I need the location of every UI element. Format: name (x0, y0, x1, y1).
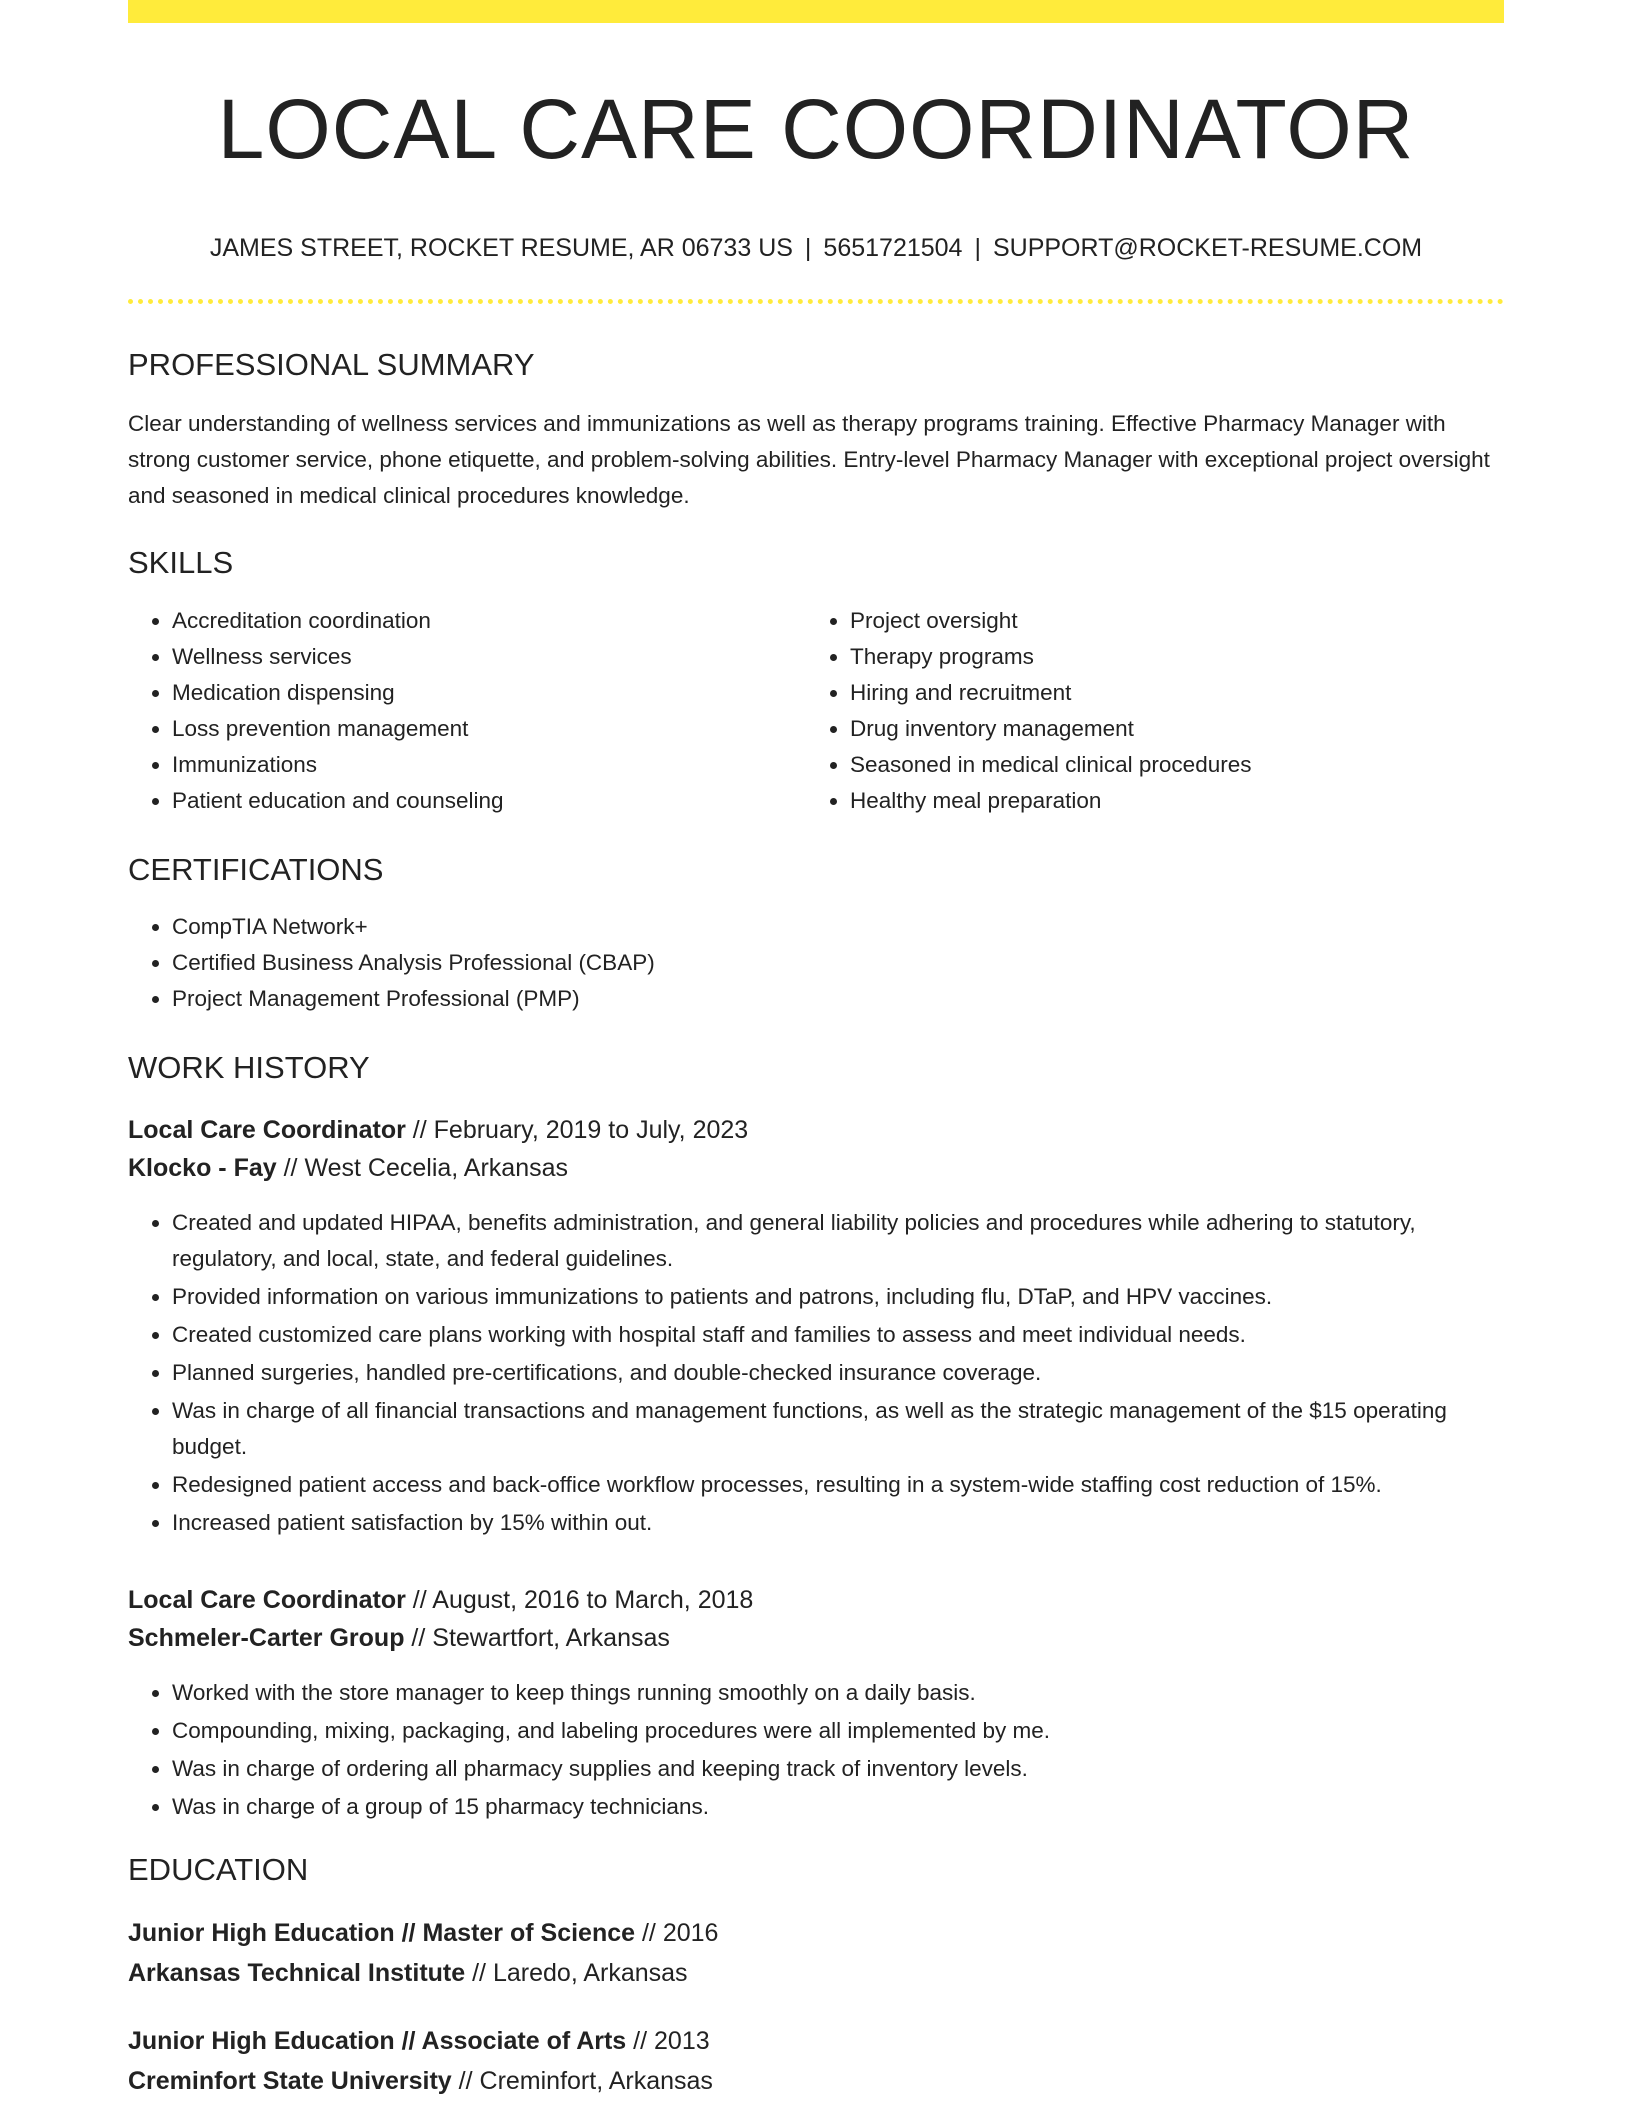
education-degree-line (128, 2021, 1504, 2061)
education-degree: Junior High Education // Associate of Arts (128, 2026, 627, 2055)
accent-top-bar (128, 0, 1504, 23)
contact-email: SUPPORT@ROCKET-RESUME.COM (992, 234, 1423, 263)
education-year: 2016 (662, 1918, 719, 1947)
education-separator: // (641, 1918, 656, 1947)
education-location: Creminfort, Arkansas (479, 2066, 713, 2095)
job-separator: // (412, 1115, 427, 1144)
skills-grid (128, 603, 1504, 819)
education-location: Laredo, Arkansas (492, 1958, 688, 1987)
job-duty: • Created customized care plans working with hospital staff and families to assess and meet individual needs. (172, 1317, 1504, 1353)
job-duties-list (128, 1675, 1504, 1825)
job-duty: • Worked with the store manager to keep things running smoothly on a daily basis. (172, 1675, 1504, 1711)
skill-item: • Project oversight (850, 603, 1484, 639)
skill-item: • Drug inventory management (850, 711, 1484, 747)
section-title-summary: PROFESSIONAL SUMMARY (128, 347, 535, 383)
contact-separator: | (974, 234, 981, 263)
skill-item: • Immunizations (172, 747, 806, 783)
section-title-skills: SKILLS (128, 545, 234, 581)
job-duty: • Was in charge of all financial transactions and management functions, as well as the strategic management of the $15 operating budget. (172, 1393, 1504, 1465)
contact-phone: 5651721504 (823, 234, 963, 263)
job-entry (128, 1111, 1504, 1541)
job-dates: February, 2019 to July, 2023 (433, 1115, 749, 1144)
job-dates: August, 2016 to March, 2018 (432, 1585, 754, 1614)
education-degree: Junior High Education // Master of Science (128, 1918, 636, 1947)
education-school: Arkansas Technical Institute (128, 1958, 466, 1987)
certification-item: • Certified Business Analysis Professional (CBAP) (172, 945, 1504, 981)
job-company-line (128, 1619, 1504, 1657)
job-separator: // (411, 1623, 426, 1652)
job-entry (128, 1581, 1504, 1825)
job-duty: • Redesigned patient access and back-office workflow processes, resulting in a system-wide staffing cost reduction of 15%. (172, 1467, 1504, 1503)
job-duty: • Planned surgeries, handled pre-certifications, and double-checked insurance coverage. (172, 1355, 1504, 1391)
education-separator: // (633, 2026, 648, 2055)
job-duty: • Increased patient satisfaction by 15% within out. (172, 1505, 1504, 1541)
contact-separator: | (804, 234, 812, 263)
education-entry (128, 2021, 1504, 2101)
skill-item: • Seasoned in medical clinical procedures (850, 747, 1484, 783)
skill-item: • Medication dispensing (172, 675, 806, 711)
job-location: Stewartfort, Arkansas (432, 1623, 670, 1652)
job-duties-list (128, 1205, 1504, 1541)
job-role-line (128, 1581, 1504, 1619)
skills-list-left (128, 603, 806, 819)
job-role: Local Care Coordinator (128, 1115, 406, 1144)
skill-item: • Accreditation coordination (172, 603, 806, 639)
education-school-line (128, 1953, 1504, 1993)
job-company: Klocko - Fay (128, 1153, 277, 1182)
job-duty: • Was in charge of a group of 15 pharmacy technicians. (172, 1789, 1504, 1825)
skill-item: • Patient education and counseling (172, 783, 806, 819)
job-separator: // (412, 1585, 427, 1614)
resume-page (128, 0, 1504, 2101)
section-title-education: EDUCATION (128, 1851, 309, 1887)
job-duty: • Created and updated HIPAA, benefits administration, and general liability policies and procedures while adhering to statutory, regulatory, and local, state, and federal guidelines. (172, 1205, 1504, 1277)
contact-line (128, 233, 1504, 263)
certification-item: • Project Management Professional (PMP) (172, 981, 1504, 1017)
contact-address: JAMES STREET, ROCKET RESUME, AR 06733 US (209, 234, 793, 263)
job-duty: • Was in charge of ordering all pharmacy supplies and keeping track of inventory levels. (172, 1751, 1504, 1787)
dotted-divider (128, 299, 1504, 304)
section-title-certifications: CERTIFICATIONS (128, 851, 384, 887)
candidate-name: LOCAL CARE COORDINATOR (217, 82, 1415, 176)
skill-item: • Loss prevention management (172, 711, 806, 747)
job-role: Local Care Coordinator (128, 1585, 406, 1614)
certification-item: • CompTIA Network+ (172, 909, 1504, 945)
job-duty: • Compounding, mixing, packaging, and labeling procedures were all implemented by me. (172, 1713, 1504, 1749)
summary-text: Clear understanding of wellness services and immunizations as well as therapy programs training. Effective Pharmacy Manager with strong customer service, phone etiquette, and problem-solving abilities. Entry-level Pharmacy Manager with exceptional project oversight and seasoned in medical clinical procedures knowledge. (128, 411, 1490, 509)
job-duty: • Provided information on various immunizations to patients and patrons, including flu, DTaP, and HPV vaccines. (172, 1279, 1504, 1315)
job-role-line (128, 1111, 1504, 1149)
education-separator: // (472, 1958, 487, 1987)
education-school-line (128, 2061, 1504, 2101)
job-separator: // (283, 1153, 298, 1182)
skill-item: • Therapy programs (850, 639, 1484, 675)
education-year: 2013 (654, 2026, 710, 2055)
job-company: Schmeler-Carter Group (128, 1623, 405, 1652)
job-location: West Cecelia, Arkansas (304, 1153, 569, 1182)
skills-list-right (806, 603, 1484, 819)
education-separator: // (458, 2066, 473, 2095)
education-school: Creminfort State University (128, 2066, 452, 2095)
certifications-list (128, 909, 1504, 1017)
skill-item: • Healthy meal preparation (850, 783, 1484, 819)
skill-item: • Wellness services (172, 639, 806, 675)
skill-item: • Hiring and recruitment (850, 675, 1484, 711)
education-entry (128, 1913, 1504, 1993)
section-title-work-history: WORK HISTORY (128, 1049, 370, 1085)
education-degree-line (128, 1913, 1504, 1953)
job-company-line (128, 1149, 1504, 1187)
